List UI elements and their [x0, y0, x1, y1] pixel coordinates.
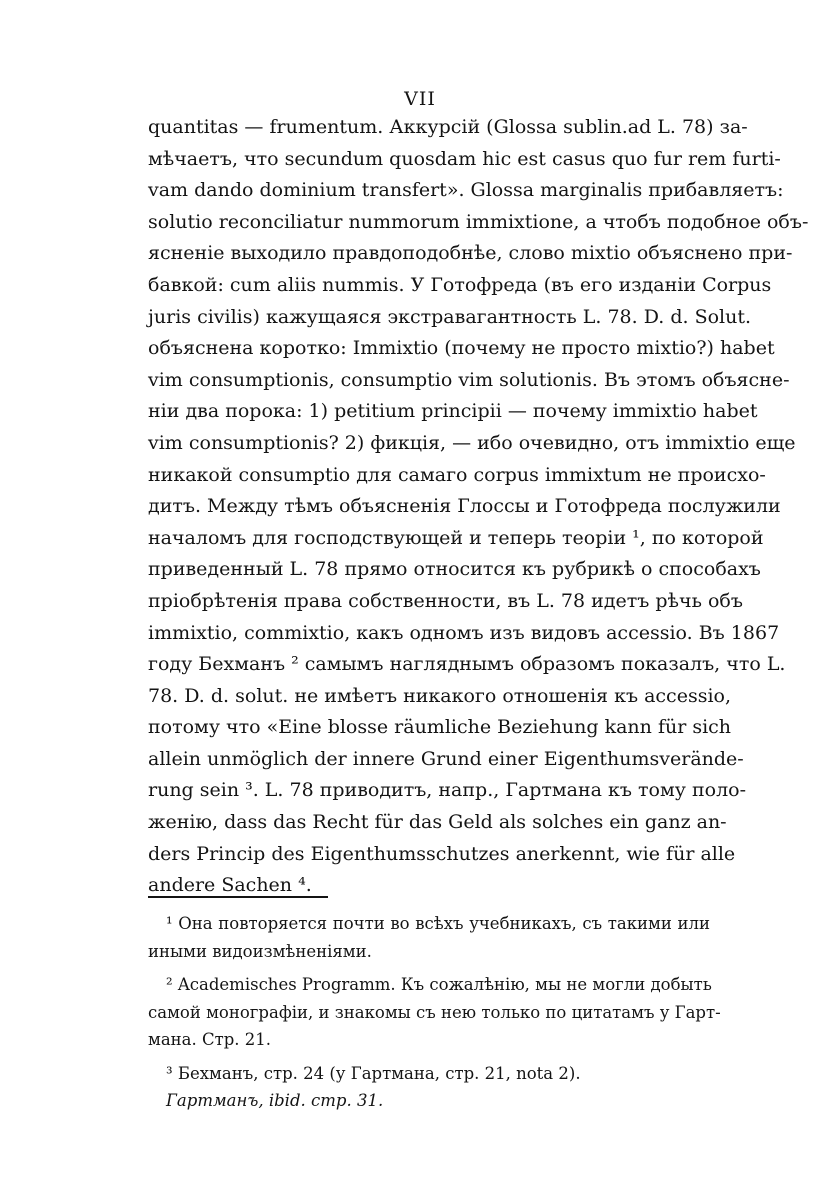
footnotes	[148, 910, 721, 1115]
text-line: vim consumptionis, consumptio vim solutionis. Въ этомъ объясне-	[148, 368, 790, 391]
text-line: immixtio, commixtio, какъ одномъ изъ видовъ accessio. Въ 1867	[148, 621, 780, 644]
text-line: дитъ. Между тѣмъ объясненія Глоссы и Готофреда послужили	[148, 495, 781, 518]
text-line: бавкой: cum aliis nummis. У Готофреда (въ его изданіи Corpus	[148, 273, 772, 296]
text-line: ders Princip des Eigenthumsschutzes anerkennt, wie für alle	[148, 842, 736, 865]
text-line: allein unmöglich der innere Grund einer Eigenthumsverände-	[148, 747, 744, 770]
footnote-line: ³ Бехманъ, стр. 24 (у Гартмана, стр. 21, nota 2).	[166, 1063, 581, 1083]
footnote-line: иными видоизмѣненіями.	[148, 941, 372, 961]
footnote-separator	[148, 896, 328, 898]
text-line: объяснена коротко: Immixtio (почему не просто mixtio?) habet	[148, 337, 775, 360]
page-number: VII	[404, 88, 436, 110]
main-text	[148, 112, 809, 902]
footnote	[148, 1060, 710, 1115]
text-line: 78. D. d. solut. не имѣетъ никакого отношенія къ accessio,	[148, 684, 731, 707]
text-line: ясненіе выходило правдоподобнѣе, слово mixtio объяснено при-	[148, 242, 793, 265]
footnote	[148, 971, 721, 1054]
footnote-line: ¹ Она повторяется почти во всѣхъ учебникахъ, съ такими или	[166, 914, 710, 933]
text-line: solutio reconciliatur nummorum immixtione, а чтобъ подобное объ-	[148, 210, 809, 233]
text-line: quantitas — frumentum. Аккурсій (Glossa sublin.ad L. 78) за-	[148, 116, 748, 138]
text-line: пріобрѣтенія права собственности, въ L. 78 идетъ рѣчь объ	[148, 589, 743, 612]
footnote-line: ² Academisches Programm. Къ сожалѣнію, мы не могли добыть	[166, 975, 712, 994]
footnote	[148, 910, 710, 965]
text-line: году Бехманъ ² самымъ нагляднымъ образомъ показалъ, что L.	[148, 653, 786, 676]
text-line: началомъ для господствующей и теперь теоріи ¹, по которой	[148, 526, 764, 549]
text-line: никакой consumptio для самаго corpus immixtum не происхо-	[148, 463, 766, 486]
footnote-line: мана. Стр. 21.	[148, 1030, 272, 1049]
footnote-line: самой монографіи, и знакомы съ нею только по цитатамъ у Гарт-	[148, 1002, 721, 1022]
text-line: vim consumptionis? 2) фикція, — ибо очевидно, отъ immixtio еще	[148, 431, 796, 454]
text-line: juris civilis) кажущаяся экстравагантность L. 78. D. d. Solut.	[148, 305, 752, 328]
text-line: приведенный L. 78 прямо относится къ рубрикѣ о способахъ	[148, 558, 761, 581]
text-line: vam dando dominium transfert». Glossa marginalis прибавляетъ:	[148, 179, 784, 202]
text-line: женію, dass das Recht für das Geld als solches ein ganz an-	[148, 811, 727, 834]
text-line: мѣчаетъ, что secundum quosdam hic est casus quo fur rem furti-	[148, 147, 781, 170]
footnote-line: Гартманъ, ibid. стр. 31.	[166, 1091, 384, 1110]
text-line: andere Sachen ⁴.	[148, 874, 312, 897]
text-line: ніи два порока: 1) petitium principii — почему immixtio habet	[148, 400, 758, 423]
text-line: потому что «Eine blosse räumliche Beziehung kann für sich	[148, 716, 732, 739]
text-line: rung sein ³. L. 78 приводитъ, напр., Гартмана къ тому поло-	[148, 779, 747, 802]
